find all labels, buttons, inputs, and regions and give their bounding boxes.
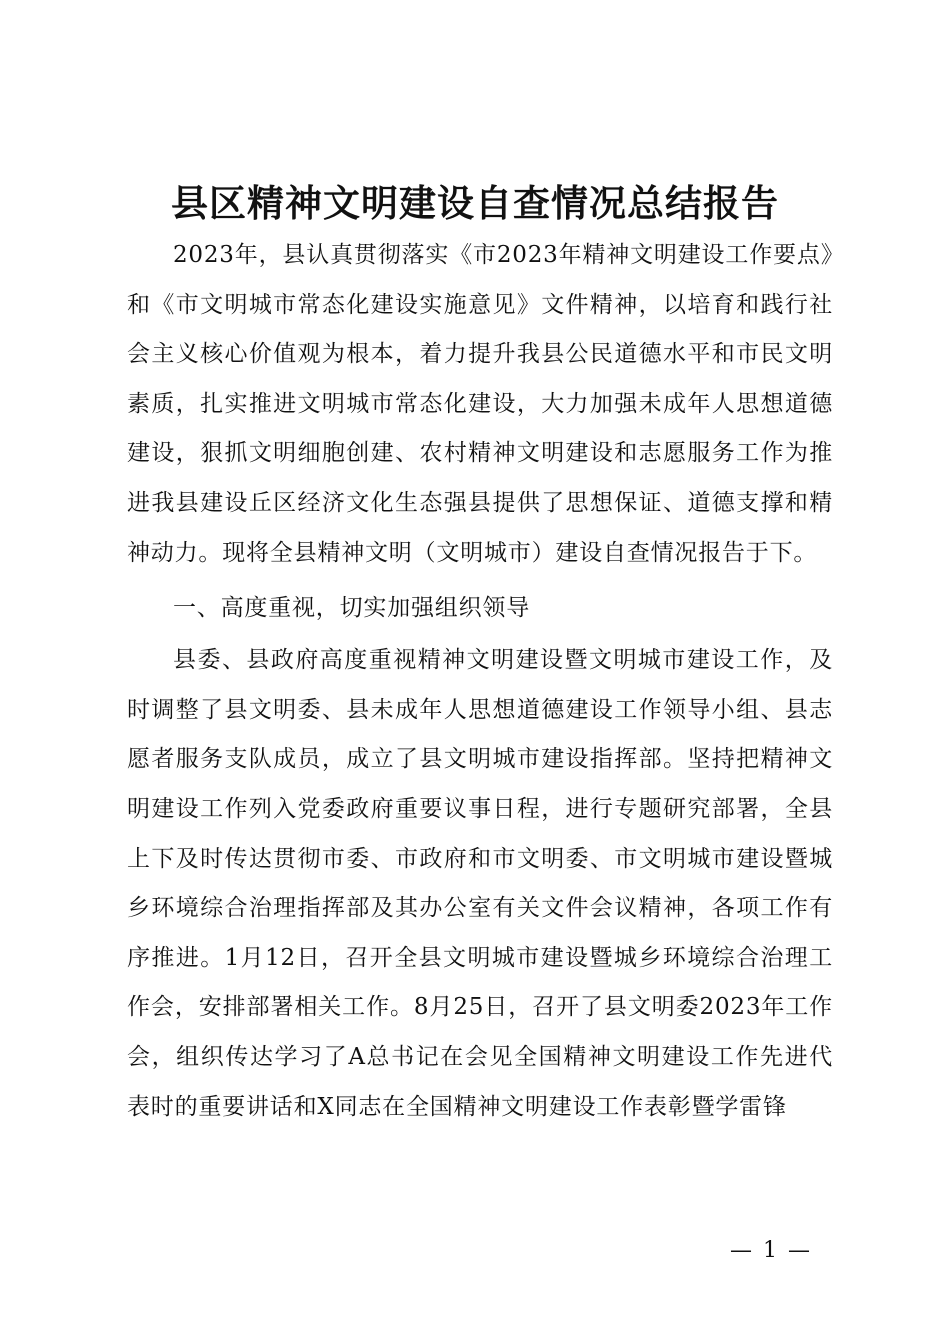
section-heading-1: 一、高度重视，切实加强组织领导 [173,595,530,622]
page-number: — 1 — [730,1238,812,1263]
intro-paragraph: 2023年，县认真贯彻落实《市2023年精神文明建设工作要点》和《市文明城市常态化建设实施意见》文件精神，以培育和践行社会主义核心价值观为根本，着力提升我县公民道德水平和市民文明素质，扎实推进文明城市常态化建设，大力加强未成年人思想道德建设，狠抓文明细胞创建、农村精神文明建设和志愿服务工作为推进我县建设丘区经济文化生态强县提供了思想保证、道德支撑和精神动力。现将全县精神文明（文明城市）建设自查情况报告于下。 [127,242,833,566]
section-1-paragraph: 县委、县政府高度重视精神文明建设暨文明城市建设工作，及时调整了县文明委、县未成年人思想道德建设工作领导小组、县志愿者服务支队成员，成立了县文明城市建设指挥部。坚持把精神文明建设工作列入党委政府重要议事日程，进行专题研究部署，全县上下及时传达贯彻市委、市政府和市文明委、市文明城市建设暨城乡环境综合治理指挥部及其办公室有关文件会议精神，各项工作有序推进。1月12日，召开全县文明城市建设暨城乡环境综合治理工作会，安排部署相关工作。8月25日，召开了县文明委2023年工作会，组织传达学习了A总书记在会见全国精神文明建设工作先进代表时的重要讲话和X同志在全国精神文明建设工作表彰暨学雷锋 [127,647,833,1120]
document-title: 县区精神文明建设自查情况总结报告 [171,181,779,225]
document-body [127,231,833,1132]
